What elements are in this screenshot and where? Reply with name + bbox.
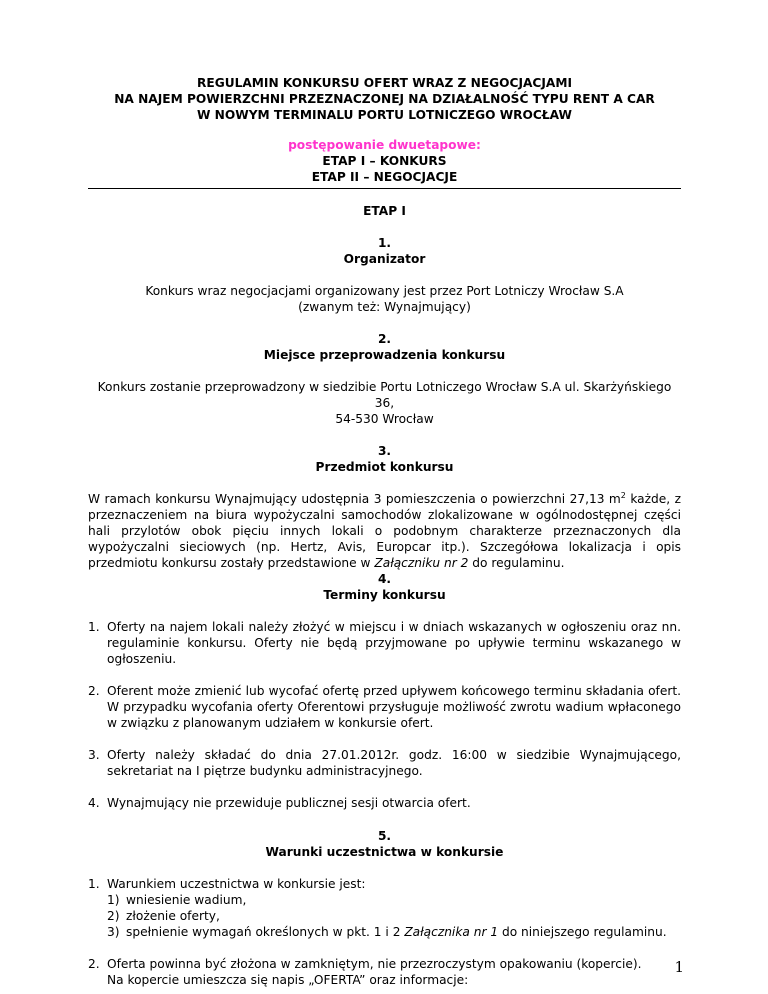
doc-title-line-1: REGULAMIN KONKURSU OFERT WRAZ Z NEGOCJACJAMI [197,76,572,90]
section-4-title: Terminy konkursu [323,588,446,602]
item-text: Oferty na najem lokali należy złożyć w miejscu i w dniach wskazanych w ogłoszeniu oraz nn. regulaminie konkursu. Oferty nie będą przyjmowane po upływie terminu wskazanego w ogłoszeniu. [107,620,681,666]
item-number: 4. [88,796,100,810]
section-3-paragraph [88,491,681,571]
section-3-heading [88,443,681,475]
sub-item-2 [107,908,681,924]
section-5-item-1 [88,876,681,940]
item-line-1: Oferta powinna być złożona w zamkniętym, nie przezroczystym opakowaniu (kopercie). [107,957,642,971]
sub-item-text-b: do niniejszego regulaminu. [498,925,667,939]
sub-item-3 [107,924,681,940]
doc-title-line-2: NA NAJEM POWIERZCHNI PRZEZNACZONEJ NA DZIAŁALNOŚĆ TYPU RENT A CAR [114,92,655,106]
annex-1-reference: Załącznika nr 1 [404,925,499,939]
section-4-heading [88,571,681,603]
section-5-item-2 [88,956,681,988]
page-content [88,75,681,988]
stage-heading: ETAP I [363,204,406,218]
procedure-block [88,137,681,185]
section-3-text-c: do regulaminu. [468,556,565,570]
page-number: 1 [674,958,684,976]
stage-1-label: ETAP I – KONKURS [322,154,447,168]
section-3-title: Przedmiot konkursu [315,460,454,474]
sub-item-text: wniesienie wadium, [126,893,247,907]
item-text: Oferty należy składać do dnia 27.01.2012r. godz. 16:00 w siedzibie Wynajmującego, sekretariat na I piętrze budynku administracyjnego. [107,748,681,778]
item-number: 3. [88,748,100,762]
section-1-number: 1. [377,236,392,250]
sub-item-text-a: spełnienie wymagań określonych w pkt. 1 i 2 [126,925,405,939]
section-2-number: 2. [377,332,392,346]
doc-title-line-3: W NOWYM TERMINALU PORTU LOTNICZEGO WROCŁAW [197,108,572,122]
item-number: 1. [88,877,100,891]
sub-item-number: 2) [107,909,120,923]
item-number: 2. [88,957,100,971]
section-3-number: 3. [377,444,392,458]
section-2-line-1: Konkurs zostanie przeprowadzony w siedzibie Portu Lotniczego Wrocław S.A ul. Skarżyńskiego 36, [97,380,672,410]
sub-item-number: 3) [107,925,120,939]
procedure-label: postępowanie dwuetapowe: [288,138,481,152]
section-2-title: Miejsce przeprowadzenia konkursu [263,348,506,362]
sub-item-number: 1) [107,893,120,907]
section-2-line-2: 54-530 Wrocław [335,412,434,426]
section-4-number: 4. [377,572,392,586]
section-4-item-1 [88,619,681,667]
section-1-body [88,283,681,315]
section-5-number: 5. [377,829,392,843]
section-5-list [88,876,681,988]
section-2-body [88,379,681,427]
sub-item-text: złożenie oferty, [126,909,220,923]
section-3-text-a: W ramach konkursu Wynajmujący udostępnia 3 pomieszczenia o powierzchni 27,13 m [88,492,621,506]
stage-2-label: ETAP II – NEGOCJACJE [311,170,458,184]
item-line-2: Na kopercie umieszcza się napis „OFERTA” oraz informacje: [107,973,469,987]
section-1-heading [88,235,681,267]
item-number: 1. [88,620,100,634]
section-3-text-b: każde, z przeznaczeniem na biura wypożyczalni samochodów zlokalizowane w ogólnodostępnej części hali przylotów obok pięciu innych lokali o podobnym charakterze przeznaczonych dla wypożyczalni sieciowych (np. Hertz, Avis, Europcar itp.). Szczegółowa lokalizacja i opis przedmiotu konkursu zostały przedstawione w [88,492,681,570]
header-divider [88,188,681,189]
section-4-item-3 [88,747,681,779]
section-1-line-2: (zwanym też: Wynajmujący) [298,300,471,314]
sub-item-1 [107,892,681,908]
item-intro: Warunkiem uczestnictwa w konkursie jest: [107,877,366,891]
superscript-2: 2 [620,490,626,500]
section-4-item-4 [88,795,681,811]
section-1-line-1: Konkurs wraz negocjacjami organizowany jest przez Port Lotniczy Wrocław S.A [145,284,624,298]
item-text: Wynajmujący nie przewiduje publicznej sesji otwarcia ofert. [107,796,471,810]
section-5-title: Warunki uczestnictwa w konkursie [265,845,504,859]
section-4-item-2 [88,683,681,731]
section-2-heading [88,331,681,363]
annex-2-reference: Załączniku nr 2 [374,556,469,570]
item-number: 2. [88,684,100,698]
section-1-title: Organizator [343,252,426,266]
section-4-list [88,619,681,811]
item-text: Oferent może zmienić lub wycofać ofertę przed upływem końcowego terminu składania ofert. W przypadku wycofania oferty Oferentowi przysługuje możliwość zwrotu wadium wpłaconego w związku z planowanym udziałem w konkursie ofert. [107,684,681,730]
section-5-heading [88,828,681,860]
